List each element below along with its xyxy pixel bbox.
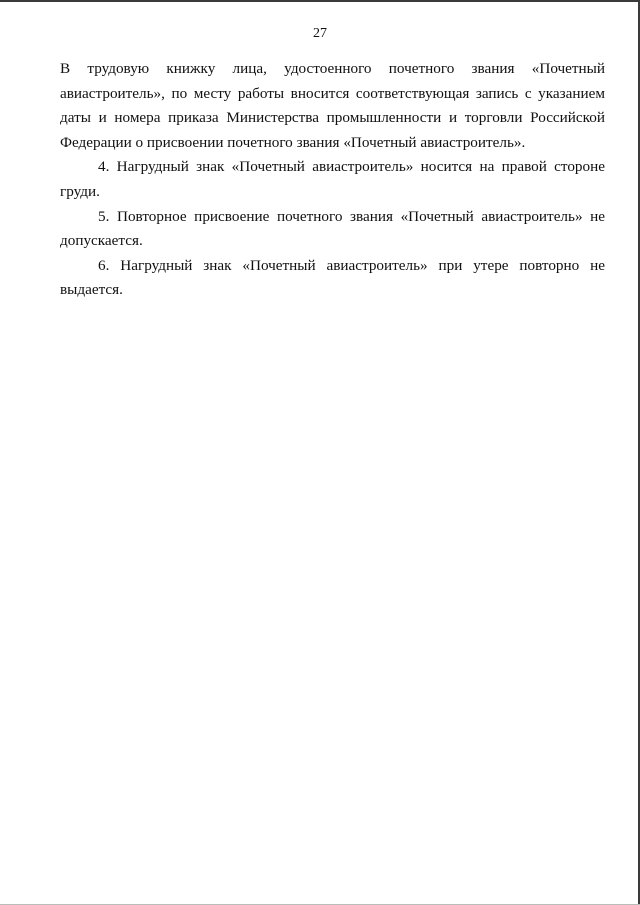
scan-border-top [0,0,640,2]
paragraph-work-record: В трудовую книжку лица, удостоенного почетного звания «Почетный авиастроитель», по месту работы вносится соответствующая запись с указанием даты и номера приказа Министерства промышленности и торговли Российской Федерации о присвоении почетного звания «Почетный авиастроитель». [60,60,605,151]
paragraph-item-6: 6. Нагрудный знак «Почетный авиастроитель» при утере повторно не выдается. [60,256,605,299]
document-body [60,57,605,303]
paragraph-item-5: 5. Повторное присвоение почетного звания «Почетный авиастроитель» не допускается. [60,207,605,250]
paragraph-item-4: 4. Нагрудный знак «Почетный авиастроитель» носится на правой стороне груди. [60,158,605,200]
page-number: 27 [313,26,327,41]
